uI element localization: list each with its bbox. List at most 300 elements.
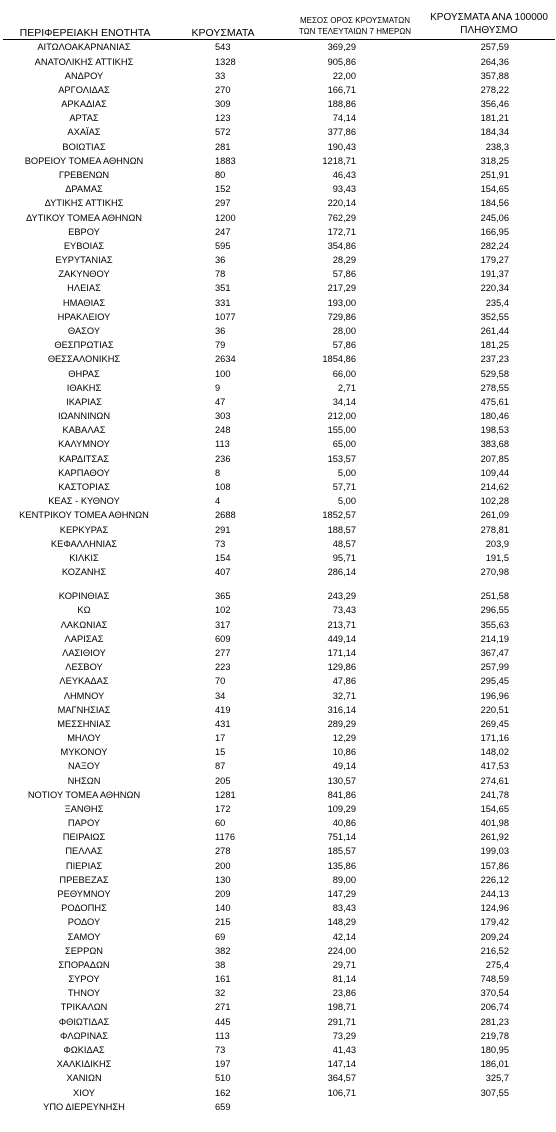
cases-cell: 445 <box>215 1016 231 1027</box>
cases-cell: 60 <box>215 818 226 829</box>
table-row <box>0 930 556 944</box>
avg7-cell: 193,00 <box>327 297 356 308</box>
avg7-cell: 171,14 <box>327 647 356 658</box>
cases-cell: 73 <box>215 538 226 549</box>
table-row <box>0 395 556 409</box>
table-row <box>0 887 556 901</box>
region-cell: ΚΑΡΠΑΘΟΥ <box>58 467 110 478</box>
per100k-cell: 257,99 <box>480 662 509 673</box>
table-row <box>0 565 556 579</box>
cases-cell: 2688 <box>215 510 236 521</box>
avg7-cell: 212,00 <box>327 411 356 422</box>
region-cell: ΡΟΔΟΠΗΣ <box>61 903 107 914</box>
region-cell: ΑΙΤΩΛΟΑΚΑΡΝΑΝΙΑΣ <box>37 42 131 53</box>
region-cell: ΡΕΘΥΜΝΟΥ <box>57 889 111 900</box>
per100k-cell: 102,28 <box>480 496 509 507</box>
cases-cell: 1200 <box>215 212 236 223</box>
region-cell: ΝΑΞΟΥ <box>67 761 101 772</box>
avg7-cell: 29,71 <box>332 959 356 970</box>
per100k-cell: 220,51 <box>480 704 509 715</box>
region-cell: ΑΝΔΡΟΥ <box>64 70 104 81</box>
header-per100k-line1: ΚΡΟΥΣΜΑΤΑ ΑΝΑ 100000 <box>430 12 548 23</box>
avg7-cell: 1218,71 <box>322 155 356 166</box>
cases-cell: 419 <box>215 704 231 715</box>
table-row <box>0 452 556 466</box>
avg7-cell: 188,86 <box>327 99 356 110</box>
region-cell: ΦΩΚΙΔΑΣ <box>63 1045 105 1055</box>
per100k-cell: 191,5 <box>485 552 509 563</box>
avg7-cell: 155,00 <box>327 425 356 436</box>
header-cases: ΚΡΟΥΣΜΑΤΑ <box>191 27 255 39</box>
region-cell: ΘΑΣΟΥ <box>67 326 101 336</box>
cases-cell: 1883 <box>215 155 236 166</box>
region-cell: ΔΡΑΜΑΣ <box>65 184 103 195</box>
region-cell: ΡΟΔΟΥ <box>67 917 101 928</box>
cases-cell: 659 <box>215 1101 231 1112</box>
region-cell: ΝΟΤΙΟΥ ΤΟΜΕΑ ΑΘΗΝΩΝ <box>27 789 141 800</box>
avg7-cell: 129,86 <box>327 662 356 673</box>
per100k-cell: 179,27 <box>480 255 509 266</box>
cases-cell: 36 <box>215 255 226 266</box>
per100k-cell: 216,52 <box>480 945 509 956</box>
cases-cell: 161 <box>215 974 231 985</box>
table-row <box>0 745 556 759</box>
region-cell: ΛΕΥΚΑΔΑΣ <box>59 676 109 687</box>
table-row <box>0 816 556 830</box>
avg7-cell: 2,71 <box>337 382 356 393</box>
cases-cell: 87 <box>215 761 226 772</box>
cases-cell: 331 <box>215 297 231 308</box>
cases-cell: 200 <box>215 860 231 871</box>
table-row <box>0 140 556 154</box>
region-cell: ΝΗΣΩΝ <box>67 775 101 786</box>
table-row <box>0 1086 556 1100</box>
table-row <box>0 589 556 603</box>
per100k-cell: 281,23 <box>480 1016 509 1027</box>
table-row <box>0 111 556 125</box>
avg7-cell: 109,29 <box>327 803 356 814</box>
region-cell: ΒΟΡΕΙΟΥ ΤΟΜΕΑ ΑΘΗΝΩΝ <box>24 155 144 166</box>
avg7-cell: 729,86 <box>327 311 356 322</box>
table-row <box>0 267 556 281</box>
avg7-cell: 147,29 <box>327 889 356 900</box>
header-avg7-line2: ΤΩΝ ΤΕΛΕΥΤΑΙΩΝ 7 ΗΜΕΡΩΝ <box>298 27 412 36</box>
cases-cell: 100 <box>215 368 231 379</box>
region-cell: ΙΘΑΚΗΣ <box>66 382 102 393</box>
table-row <box>0 551 556 565</box>
table-row <box>0 523 556 537</box>
region-cell: ΦΘΙΩΤΙΔΑΣ <box>58 1016 110 1027</box>
region-cell: ΚΑΛΥΜΝΟΥ <box>58 439 110 450</box>
cases-cell: 595 <box>215 240 231 251</box>
table-row <box>0 859 556 873</box>
cases-cell: 215 <box>215 917 231 928</box>
per100k-cell: 109,44 <box>480 467 509 478</box>
per100k-cell: 214,62 <box>480 481 509 492</box>
avg7-cell: 751,14 <box>327 832 356 843</box>
per100k-cell: 261,44 <box>480 326 509 336</box>
region-cell: ΑΡΤΑΣ <box>69 113 99 124</box>
avg7-cell: 224,00 <box>327 945 356 956</box>
cases-cell: 236 <box>215 453 231 464</box>
region-cell: ΚΑΒΑΛΑΣ <box>62 425 106 436</box>
cases-cell: 4 <box>215 496 221 507</box>
table-row <box>0 296 556 310</box>
table-row <box>0 1100 556 1114</box>
table-row <box>0 182 556 196</box>
avg7-cell: 93,43 <box>332 184 356 195</box>
region-cell: ΠΑΡΟΥ <box>67 818 101 829</box>
table-row <box>0 1015 556 1029</box>
per100k-cell: 154,65 <box>480 184 509 195</box>
table-row <box>0 830 556 844</box>
region-cell: ΚΟΡΙΝΘΙΑΣ <box>58 591 110 602</box>
region-cell: ΚΑΣΤΟΡΙΑΣ <box>58 481 110 492</box>
cases-cell: 15 <box>215 747 226 758</box>
region-cell: ΞΑΝΘΗΣ <box>64 803 104 814</box>
table-row <box>0 759 556 773</box>
cases-cell: 431 <box>215 718 231 729</box>
table-row <box>0 774 556 788</box>
avg7-cell: 65,00 <box>332 439 356 450</box>
per100k-cell: 157,86 <box>480 860 509 871</box>
region-cell: ΜΕΣΣΗΝΙΑΣ <box>57 718 111 729</box>
per100k-cell: 270,98 <box>480 567 509 578</box>
cases-cell: 172 <box>215 803 231 814</box>
header-per100k-line2: ΠΛΗΘΥΣΜΟ <box>460 25 518 36</box>
region-cell: ΓΡΕΒΕΝΩΝ <box>58 170 110 181</box>
region-cell: ΒΟΙΩΤΙΑΣ <box>62 141 106 152</box>
region-cell: ΘΕΣΠΡΩΤΙΑΣ <box>54 340 114 351</box>
avg7-cell: 32,71 <box>332 690 356 701</box>
table-row <box>0 69 556 83</box>
avg7-cell: 148,29 <box>327 917 356 928</box>
region-cell: ΤΗΝΟΥ <box>67 988 101 999</box>
avg7-cell: 74,14 <box>332 113 356 124</box>
per100k-cell: 295,45 <box>480 676 509 687</box>
cases-cell: 36 <box>215 326 226 336</box>
table-row <box>0 253 556 267</box>
region-cell: ΠΙΕΡΙΑΣ <box>65 860 103 871</box>
region-cell: ΘΗΡΑΣ <box>68 368 100 379</box>
avg7-cell: 57,71 <box>332 481 356 492</box>
cases-cell: 47 <box>215 396 226 407</box>
cases-cell: 303 <box>215 411 231 422</box>
table-row <box>0 844 556 858</box>
table-row <box>0 1000 556 1014</box>
per100k-cell: 282,24 <box>480 240 509 251</box>
region-cell: ΚΕΦΑΛΛΗΝΙΑΣ <box>50 538 118 549</box>
table-row <box>0 423 556 437</box>
table-row <box>0 225 556 239</box>
cases-cell: 543 <box>215 42 231 53</box>
per100k-cell: 184,56 <box>480 198 509 209</box>
cases-cell: 162 <box>215 1087 231 1098</box>
per100k-cell: 180,95 <box>480 1045 509 1055</box>
per100k-cell: 245,06 <box>480 212 509 223</box>
table-row <box>0 632 556 646</box>
region-cell: ΛΑΣΙΘΙΟΥ <box>62 647 106 658</box>
cases-cell: 609 <box>215 633 231 644</box>
cases-cell: 154 <box>215 552 231 563</box>
region-cell: ΛΕΣΒΟΥ <box>65 662 103 673</box>
avg7-cell: 190,43 <box>327 141 356 152</box>
per100k-cell: 235,4 <box>485 297 509 308</box>
per100k-cell: 207,85 <box>480 453 509 464</box>
table-row <box>0 437 556 451</box>
cases-cell: 407 <box>215 567 231 578</box>
table-row <box>0 168 556 182</box>
cases-cell: 317 <box>215 619 231 630</box>
per100k-cell: 325,7 <box>485 1073 509 1084</box>
avg7-cell: 5,00 <box>337 467 356 478</box>
table-row <box>0 97 556 111</box>
per100k-cell: 355,63 <box>480 619 509 630</box>
avg7-cell: 66,00 <box>332 368 356 379</box>
per100k-cell: 184,34 <box>480 127 509 138</box>
avg7-cell: 49,14 <box>332 761 356 772</box>
avg7-cell: 166,71 <box>327 84 356 95</box>
table-header <box>0 0 556 38</box>
region-cell: ΑΝΑΤΟΛΙΚΗΣ ΑΤΤΙΚΗΣ <box>34 56 134 67</box>
cases-cell: 247 <box>215 226 231 237</box>
per100k-cell: 275,4 <box>485 959 509 970</box>
region-cell: ΥΠΟ ΔΙΕΡΕΥΝΗΣΗ <box>43 1101 125 1112</box>
avg7-cell: 1852,57 <box>322 510 356 521</box>
cases-cell: 79 <box>215 340 226 351</box>
table-row <box>0 717 556 731</box>
region-cell: ΑΡΓΟΛΙΔΑΣ <box>58 84 110 95</box>
table-row <box>0 731 556 745</box>
avg7-cell: 135,86 <box>327 860 356 871</box>
table-row <box>0 603 556 617</box>
cases-cell: 281 <box>215 141 231 152</box>
table-row <box>0 646 556 660</box>
table-row <box>0 958 556 972</box>
cases-cell: 2634 <box>215 354 236 365</box>
cases-cell: 108 <box>215 481 231 492</box>
per100k-cell: 251,91 <box>480 170 509 181</box>
per100k-cell: 278,22 <box>480 84 509 95</box>
region-cell: ΦΛΩΡΙΝΑΣ <box>59 1030 109 1041</box>
per100k-cell: 278,81 <box>480 524 509 535</box>
per100k-cell: 238,3 <box>485 141 509 152</box>
region-cell: ΣΠΟΡΑΔΩΝ <box>58 959 110 970</box>
cases-cell: 271 <box>215 1002 231 1013</box>
table-row <box>0 703 556 717</box>
table-row <box>0 381 556 395</box>
per100k-cell: 529,58 <box>480 368 509 379</box>
table-row <box>0 660 556 674</box>
table-row <box>0 310 556 324</box>
per100k-cell: 417,53 <box>480 761 509 772</box>
per100k-cell: 124,96 <box>480 903 509 914</box>
region-cell: ΕΥΡΥΤΑΝΙΑΣ <box>55 255 113 266</box>
region-cell: ΗΜΑΘΙΑΣ <box>62 297 106 308</box>
avg7-cell: 364,57 <box>327 1073 356 1084</box>
avg7-cell: 243,29 <box>327 591 356 602</box>
avg7-cell: 217,29 <box>327 283 356 294</box>
region-cell: ΜΥΚΟΝΟΥ <box>60 747 108 758</box>
avg7-cell: 10,86 <box>332 747 356 758</box>
region-cell: ΚΕΑΣ - ΚΥΘΝΟΥ <box>48 496 120 507</box>
avg7-cell: 377,86 <box>327 127 356 138</box>
avg7-cell: 185,57 <box>327 846 356 857</box>
cases-cell: 278 <box>215 846 231 857</box>
table-row <box>0 409 556 423</box>
avg7-cell: 449,14 <box>327 633 356 644</box>
avg7-cell: 89,00 <box>332 874 356 885</box>
cases-cell: 223 <box>215 662 231 673</box>
avg7-cell: 57,86 <box>332 269 356 280</box>
region-cell: ΘΕΣΣΑΛΟΝΙΚΗΣ <box>47 354 121 365</box>
region-cell: ΜΑΓΝΗΣΙΑΣ <box>57 704 111 715</box>
cases-cell: 32 <box>215 988 226 999</box>
region-cell: ΚΟΖΑΝΗΣ <box>61 567 107 578</box>
header-per100k <box>425 11 553 37</box>
region-cell: ΧΑΝΙΩΝ <box>66 1073 102 1084</box>
header-avg7 <box>285 15 425 37</box>
per100k-cell: 261,92 <box>480 832 509 843</box>
cases-cell: 80 <box>215 170 226 181</box>
avg7-cell: 220,14 <box>327 198 356 209</box>
avg7-cell: 81,14 <box>332 974 356 985</box>
avg7-cell: 130,57 <box>327 775 356 786</box>
per100k-cell: 180,46 <box>480 411 509 422</box>
per100k-cell: 257,59 <box>480 42 509 53</box>
region-cell: ΠΕΙΡΑΙΩΣ <box>62 832 106 843</box>
region-cell: ΗΡΑΚΛΕΙΟΥ <box>57 311 111 322</box>
avg7-cell: 5,00 <box>337 496 356 507</box>
cases-cell: 33 <box>215 70 226 81</box>
avg7-cell: 147,14 <box>327 1059 356 1070</box>
table-row <box>0 125 556 139</box>
region-cell: ΠΡΕΒΕΖΑΣ <box>59 874 109 885</box>
avg7-cell: 291,71 <box>327 1016 356 1027</box>
region-cell: ΙΩΑΝΝΙΝΩΝ <box>57 411 111 422</box>
table-row <box>0 83 556 97</box>
region-cell: ΚΕΡΚΥΡΑΣ <box>59 524 109 535</box>
avg7-cell: 73,29 <box>332 1030 356 1041</box>
region-cell: ΗΛΕΙΑΣ <box>67 283 101 294</box>
avg7-cell: 841,86 <box>327 789 356 800</box>
per100k-cell: 352,55 <box>480 311 509 322</box>
table-row <box>0 1057 556 1071</box>
cases-cell: 17 <box>215 733 226 744</box>
region-cell: ΚΩ <box>77 605 91 616</box>
avg7-cell: 1854,86 <box>322 354 356 365</box>
avg7-cell: 289,29 <box>327 718 356 729</box>
per100k-cell: 356,46 <box>480 99 509 110</box>
per100k-cell: 370,54 <box>480 988 509 999</box>
per100k-cell: 220,34 <box>480 283 509 294</box>
per100k-cell: 219,78 <box>480 1030 509 1041</box>
avg7-cell: 172,71 <box>327 226 356 237</box>
table-row <box>0 802 556 816</box>
per100k-cell: 179,42 <box>480 917 509 928</box>
cases-cell: 382 <box>215 945 231 956</box>
per100k-cell: 214,19 <box>480 633 509 644</box>
avg7-cell: 762,29 <box>327 212 356 223</box>
cases-cell: 351 <box>215 283 231 294</box>
per100k-cell: 209,24 <box>480 931 509 942</box>
avg7-cell: 369,29 <box>327 42 356 53</box>
per100k-cell: 237,23 <box>480 354 509 365</box>
per100k-cell: 296,55 <box>480 605 509 616</box>
avg7-cell: 46,43 <box>332 170 356 181</box>
per100k-cell: 166,95 <box>480 226 509 237</box>
per100k-cell: 274,61 <box>480 775 509 786</box>
table-row <box>0 788 556 802</box>
region-cell: ΚΑΡΔΙΤΣΑΣ <box>58 453 110 464</box>
region-cell: ΧΑΛΚΙΔΙΚΗΣ <box>56 1059 112 1070</box>
avg7-cell: 73,43 <box>332 605 356 616</box>
table-row <box>0 40 556 54</box>
region-cell: ΚΕΝΤΡΙΚΟΥ ΤΟΜΕΑ ΑΘΗΝΩΝ <box>19 510 149 521</box>
per100k-cell: 241,78 <box>480 789 509 800</box>
avg7-cell: 316,14 <box>327 704 356 715</box>
cases-cell: 130 <box>215 874 231 885</box>
per100k-cell: 307,55 <box>480 1087 509 1098</box>
avg7-cell: 213,71 <box>327 619 356 630</box>
per100k-cell: 186,01 <box>480 1059 509 1070</box>
per100k-cell: 261,09 <box>480 510 509 521</box>
table-row <box>0 1029 556 1043</box>
avg7-cell: 286,14 <box>327 567 356 578</box>
region-cell: ΑΧΑΪΑΣ <box>67 127 101 138</box>
region-cell: ΤΡΙΚΑΛΩΝ <box>60 1002 108 1013</box>
avg7-cell: 22,00 <box>332 70 356 81</box>
table-row <box>0 1043 556 1057</box>
table-row <box>0 674 556 688</box>
table-row <box>0 972 556 986</box>
cases-cell: 102 <box>215 605 231 616</box>
region-cell: ΜΗΛΟΥ <box>67 733 101 744</box>
avg7-cell: 28,00 <box>332 326 356 336</box>
cases-cell: 78 <box>215 269 226 280</box>
per100k-cell: 171,16 <box>480 733 509 744</box>
region-cell: ΔΥΤΙΚΗΣ ΑΤΤΙΚΗΣ <box>44 198 124 209</box>
per100k-cell: 269,45 <box>480 718 509 729</box>
avg7-cell: 47,86 <box>332 676 356 687</box>
per100k-cell: 181,25 <box>480 340 509 351</box>
cases-cell: 209 <box>215 889 231 900</box>
per100k-cell: 244,13 <box>480 889 509 900</box>
cases-cell: 197 <box>215 1059 231 1070</box>
region-cell: ΠΕΛΛΑΣ <box>65 846 103 857</box>
table-row <box>0 944 556 958</box>
region-cell: ΚΙΛΚΙΣ <box>69 552 99 563</box>
region-cell: ΣΥΡΟΥ <box>68 974 100 985</box>
cases-cell: 1077 <box>215 311 236 322</box>
avg7-cell: 34,14 <box>332 396 356 407</box>
cases-cell: 123 <box>215 113 231 124</box>
cases-cell: 1281 <box>215 789 236 800</box>
table-row <box>0 901 556 915</box>
table-row <box>0 915 556 929</box>
cases-cell: 113 <box>215 439 230 450</box>
table-row <box>0 211 556 225</box>
cases-cell: 1328 <box>215 56 236 67</box>
region-cell: ΖΑΚΥΝΘΟΥ <box>58 269 110 280</box>
per100k-cell: 206,74 <box>480 1002 509 1013</box>
per100k-cell: 318,25 <box>480 155 509 166</box>
region-cell: ΙΚΑΡΙΑΣ <box>66 396 102 407</box>
avg7-cell: 198,71 <box>327 1002 356 1013</box>
cases-cell: 277 <box>215 647 231 658</box>
per100k-cell: 383,68 <box>480 439 509 450</box>
table-row <box>0 324 556 338</box>
